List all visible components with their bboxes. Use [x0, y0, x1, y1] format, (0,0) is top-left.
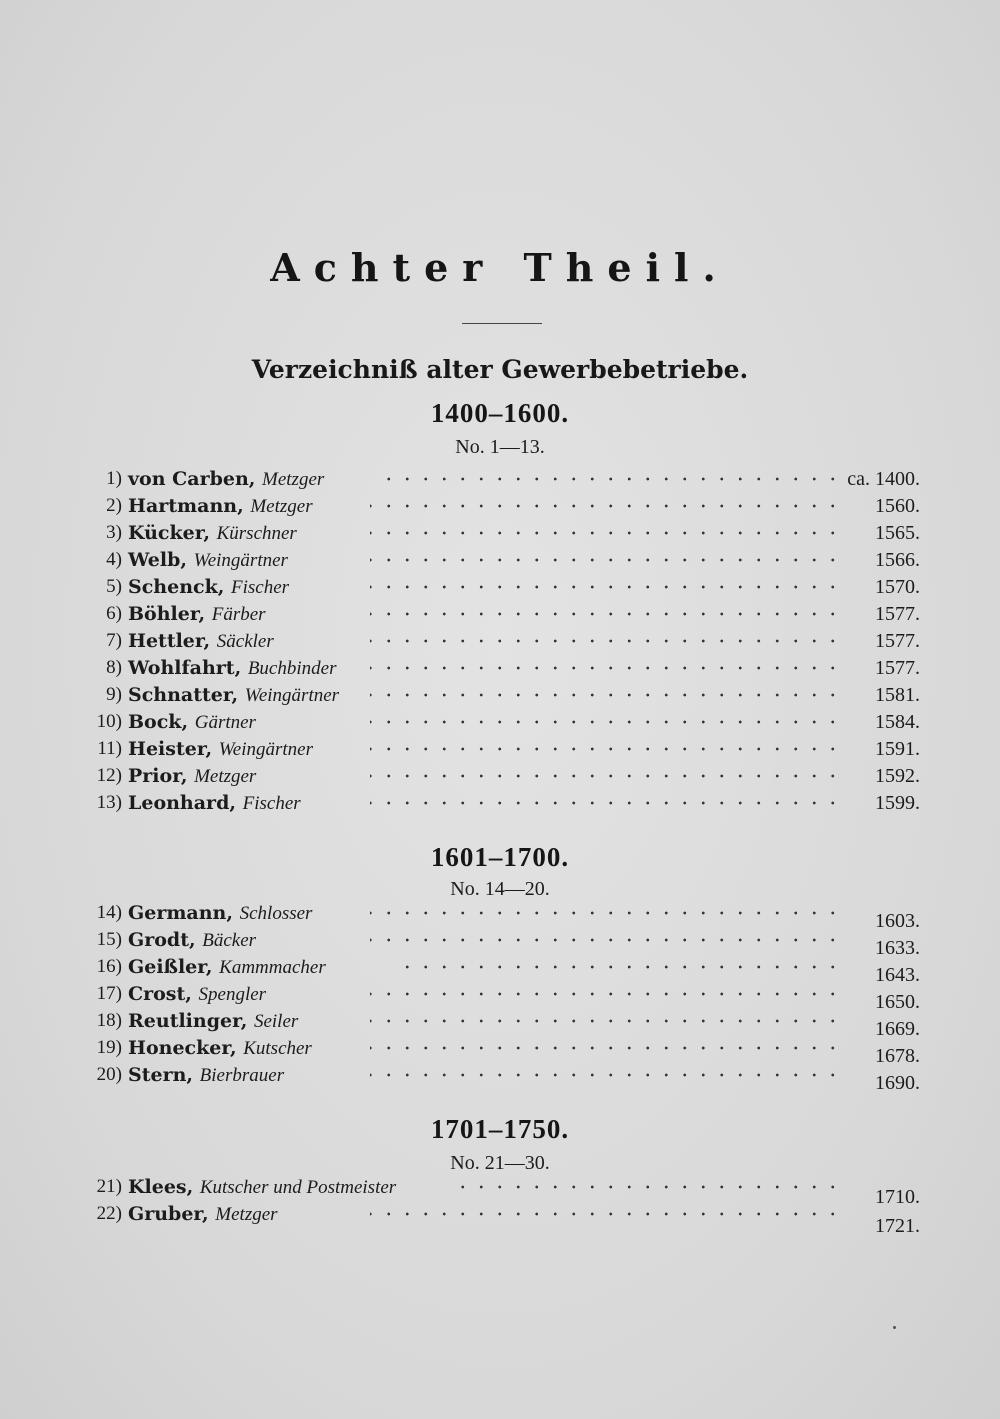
list-item	[70, 981, 920, 1013]
entry-name: Schnatter,	[128, 684, 239, 706]
section-period-3: 1701–1750.	[430, 1114, 570, 1144]
dot-leader	[370, 719, 842, 725]
entry-year: 1603.	[875, 910, 920, 932]
entry-name: Heister,	[128, 738, 213, 760]
entry-year: 1570.	[875, 576, 920, 598]
dot-leader	[380, 476, 842, 482]
entry-name-wrap	[128, 954, 326, 981]
entry-name: Böhler,	[128, 603, 206, 625]
entry-number: 12)	[96, 765, 122, 786]
entry-year: 1643.	[875, 964, 920, 986]
entry-name: Geißler,	[128, 956, 213, 978]
entry-name-wrap	[128, 1035, 312, 1062]
entry-number: 10)	[96, 711, 122, 732]
entry-name: von Carben,	[128, 468, 256, 490]
list-item	[70, 1008, 920, 1040]
entry-name: Bock,	[128, 711, 189, 733]
entry-number: 1)	[106, 468, 122, 489]
entry-number: 9)	[106, 684, 122, 705]
entry-name: Klees,	[128, 1176, 194, 1198]
entry-year: 1599.	[875, 792, 920, 814]
list-item	[70, 763, 920, 789]
entry-number: 17)	[96, 983, 122, 1004]
list-item	[70, 709, 920, 735]
dot-leader	[370, 584, 842, 590]
entry-trade: Metzger	[194, 766, 257, 787]
entry-trade: Bierbrauer	[199, 1065, 285, 1086]
entry-trade: Kammmacher	[219, 957, 326, 978]
entry-name-wrap	[128, 628, 274, 655]
dot-leader	[370, 1072, 842, 1078]
entry-trade: Weingärtner	[244, 685, 340, 706]
paper-speck	[893, 1326, 896, 1329]
entry-year: 1669.	[875, 1018, 920, 1040]
dot-leader	[370, 746, 842, 752]
entry-name-wrap	[128, 520, 297, 547]
entry-number: 2)	[106, 495, 122, 516]
entry-year: 1678.	[875, 1045, 920, 1067]
entry-number: 4)	[106, 549, 122, 570]
entry-name-wrap	[128, 574, 289, 601]
entry-name-wrap	[128, 655, 336, 682]
list-item	[70, 900, 920, 932]
entry-name-wrap	[128, 763, 256, 790]
entry-trade: Fischer	[242, 793, 301, 814]
entry-name-wrap	[128, 493, 313, 520]
entry-name-wrap	[128, 466, 324, 493]
dot-leader	[370, 611, 842, 617]
entry-year: 1592.	[875, 765, 920, 787]
entry-year: 1710.	[875, 1186, 920, 1208]
list-item	[70, 628, 920, 654]
entry-name: Honecker,	[128, 1037, 237, 1059]
entry-name: Germann,	[128, 902, 233, 924]
list-item	[70, 954, 920, 986]
entry-trade: Gärtner	[194, 712, 256, 733]
dot-leader	[370, 800, 842, 806]
entry-number: 20)	[96, 1064, 122, 1085]
entry-year: 1565.	[875, 522, 920, 544]
list-item	[70, 927, 920, 959]
dot-leader	[370, 1045, 842, 1051]
dot-leader	[370, 773, 842, 779]
entry-year: 1721.	[875, 1215, 920, 1237]
entry-name-wrap	[128, 682, 339, 709]
section-period-1: 1400–1600.	[430, 398, 570, 428]
entry-year: 1577.	[875, 603, 920, 625]
entry-number: 21)	[96, 1176, 122, 1197]
entry-name-wrap	[128, 900, 312, 927]
entry-name: Welb,	[128, 549, 187, 571]
page-subtitle: Verzeichniß alter Gewerbebetriebe.	[251, 355, 749, 384]
list-item	[70, 790, 920, 816]
entry-trade: Fischer	[230, 577, 290, 598]
entry-name: Leonhard,	[128, 792, 236, 814]
dot-leader	[370, 692, 842, 698]
list-item	[70, 466, 920, 492]
entry-number: 7)	[106, 630, 122, 651]
dot-leader	[450, 1184, 842, 1190]
entry-trade: Weingärtner	[193, 550, 288, 571]
list-item	[70, 655, 920, 681]
entry-number: 3)	[106, 522, 122, 543]
entry-year: 1690.	[875, 1072, 920, 1094]
entry-trade: Säckler	[216, 631, 274, 652]
entry-trade: Kürschner	[216, 523, 297, 544]
entry-name: Crost,	[128, 983, 192, 1005]
entry-year: 1650.	[875, 991, 920, 1013]
entry-name: Stern,	[128, 1064, 194, 1086]
entry-trade: Weingärtner	[218, 739, 313, 760]
dot-leader	[400, 964, 842, 970]
entry-name-wrap	[128, 927, 256, 954]
entry-year: ca. 1400.	[847, 468, 920, 490]
entry-number: 5)	[106, 576, 122, 597]
entry-trade: Kutscher	[243, 1038, 312, 1059]
entry-name-wrap	[128, 1174, 396, 1201]
entry-trade: Seiler	[253, 1011, 299, 1032]
entry-trade: Buchbinder	[247, 658, 337, 679]
dot-leader	[370, 530, 842, 536]
section-range-2: No. 14—20.	[450, 878, 550, 900]
list-item	[70, 682, 920, 708]
entry-year: 1584.	[875, 711, 920, 733]
entry-name: Reutlinger,	[128, 1010, 248, 1032]
entry-name-wrap	[128, 709, 256, 736]
entry-year: 1577.	[875, 657, 920, 679]
list-item	[70, 547, 920, 573]
entry-number: 11)	[97, 738, 122, 759]
entry-trade: Bäcker	[202, 930, 257, 951]
entry-number: 19)	[96, 1037, 122, 1058]
entry-name-wrap	[128, 1008, 298, 1035]
entry-number: 13)	[96, 792, 122, 813]
list-item	[70, 520, 920, 546]
entry-name: Hettler,	[128, 630, 211, 652]
entry-trade: Metzger	[250, 496, 313, 517]
entry-name: Wohlfahrt,	[128, 657, 242, 679]
entry-number: 6)	[106, 603, 122, 624]
dot-leader	[370, 1018, 842, 1024]
title-rule	[462, 323, 542, 324]
page-title: Achter Theil.	[270, 245, 730, 290]
entry-name-wrap	[128, 736, 313, 763]
entry-trade: Metzger	[262, 469, 325, 490]
entry-name: Schenck,	[128, 576, 225, 598]
entry-number: 8)	[106, 657, 122, 678]
entry-name: Grodt,	[128, 929, 196, 951]
section-range-1: No. 1—13.	[455, 436, 545, 458]
dot-leader	[370, 991, 842, 997]
dot-leader	[370, 937, 842, 943]
entry-year: 1566.	[875, 549, 920, 571]
entry-number: 18)	[96, 1010, 122, 1031]
dot-leader	[370, 557, 842, 563]
entry-name-wrap	[128, 790, 301, 817]
dot-leader	[370, 503, 842, 509]
entry-number: 22)	[96, 1203, 122, 1224]
entry-year: 1591.	[875, 738, 920, 760]
entry-number: 15)	[96, 929, 122, 950]
entry-trade: Färber	[211, 604, 266, 625]
entry-trade: Kutscher und Postmeister	[199, 1177, 397, 1198]
entry-number: 16)	[96, 956, 122, 977]
entry-name-wrap	[128, 1062, 284, 1089]
dot-leader	[370, 638, 842, 644]
entry-number: 14)	[96, 902, 122, 923]
entry-name-wrap	[128, 547, 288, 574]
list-item	[70, 601, 920, 627]
dot-leader	[370, 665, 842, 671]
entry-trade: Schlosser	[239, 903, 313, 924]
entry-year: 1560.	[875, 495, 920, 517]
entry-trade: Metzger	[215, 1204, 278, 1225]
dot-leader	[370, 1211, 842, 1217]
list-item	[70, 1174, 920, 1208]
entry-year: 1577.	[875, 630, 920, 652]
entry-name-wrap	[128, 981, 266, 1008]
list-item	[70, 1035, 920, 1067]
entry-name-wrap	[128, 1201, 278, 1228]
list-item	[70, 1062, 920, 1094]
entry-trade: Spengler	[198, 984, 267, 1005]
entry-name: Prior,	[128, 765, 188, 787]
list-item	[70, 574, 920, 600]
entry-name-wrap	[128, 601, 266, 628]
section-period-2: 1601–1700.	[430, 842, 570, 872]
entry-year: 1633.	[875, 937, 920, 959]
list-item	[70, 493, 920, 519]
dot-leader	[370, 910, 842, 916]
entry-name: Gruber,	[128, 1203, 209, 1225]
entry-name: Hartmann,	[128, 495, 244, 517]
list-item	[70, 1201, 920, 1237]
entry-name: Kücker,	[128, 522, 210, 544]
list-item	[70, 736, 920, 762]
entry-year: 1581.	[875, 684, 920, 706]
section-range-3: No. 21—30.	[450, 1152, 550, 1174]
